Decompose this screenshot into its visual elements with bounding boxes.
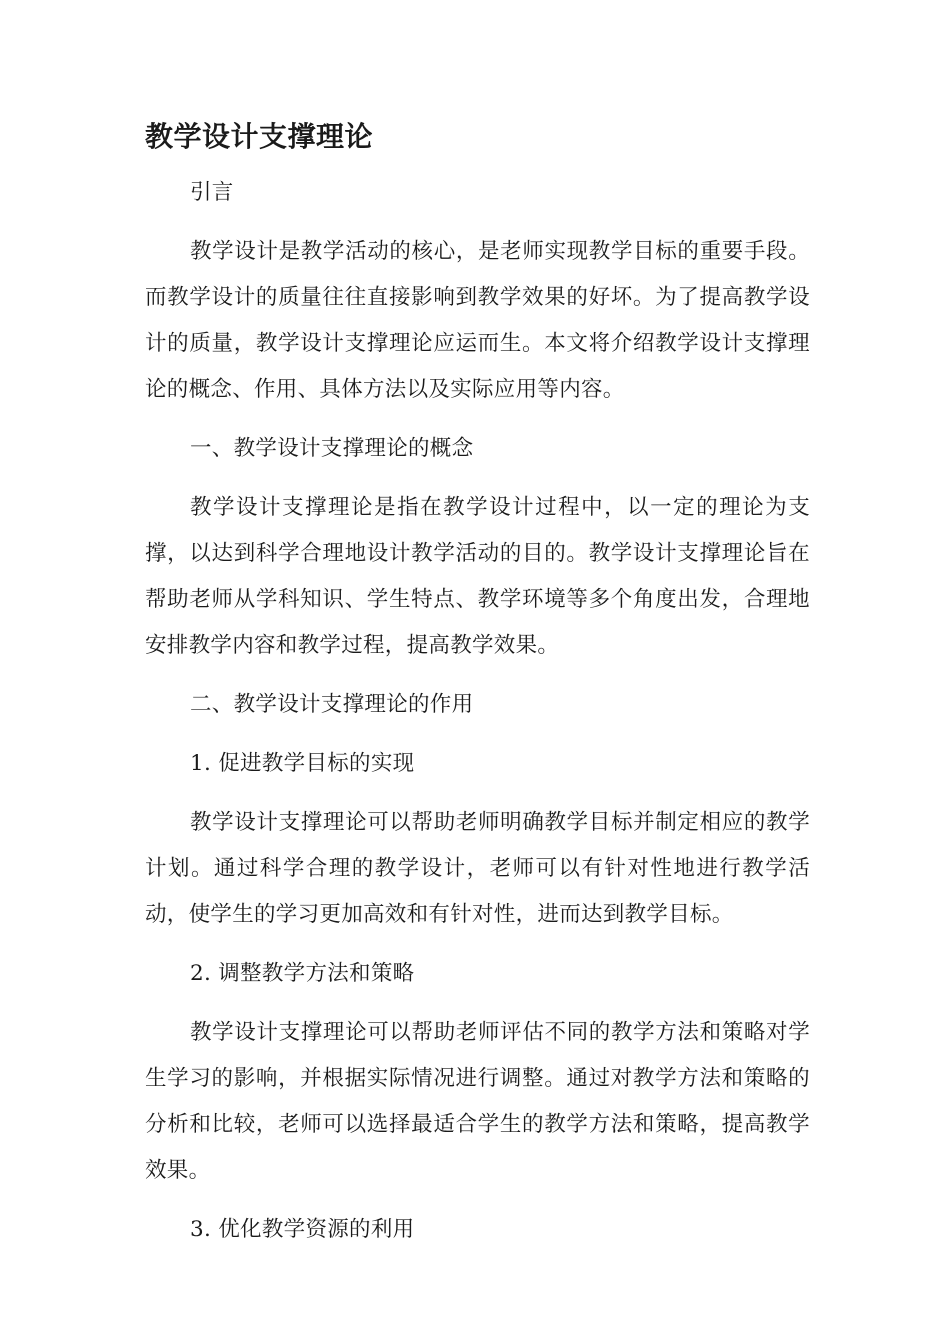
subheading-method: 2. 调整教学方法和策略 [190, 961, 415, 986]
paragraph-method: 教学设计支撑理论可以帮助老师评估不同的教学方法和策略对学生学习的影响，并根据实际情况进行调整。通过对教学方法和策略的分析和比较，老师可以选择最适合学生的教学方法和策略，提高教学效果。 [145, 1020, 810, 1183]
section-heading-role: 二、教学设计支撑理论的作用 [190, 692, 474, 717]
section-heading-concept: 一、教学设计支撑理论的概念 [190, 436, 474, 461]
paragraph-concept: 教学设计支撑理论是指在教学设计过程中，以一定的理论为支撑，以达到科学合理地设计教学活动的目的。教学设计支撑理论旨在帮助老师从学科知识、学生特点、教学环境等多个角度出发，合理地安排教学内容和教学过程，提高教学效果。 [145, 495, 810, 658]
subheading-resource: 3. 优化教学资源的利用 [190, 1217, 415, 1242]
subheading-goal: 1. 促进教学目标的实现 [190, 751, 415, 776]
paragraph-goal: 教学设计支撑理论可以帮助老师明确教学目标并制定相应的教学计划。通过科学合理的教学设计，老师可以有针对性地进行教学活动，使学生的学习更加高效和有针对性，进而达到教学目标。 [145, 810, 810, 927]
section-heading-intro: 引言 [190, 180, 234, 205]
paragraph-intro: 教学设计是教学活动的核心，是老师实现教学目标的重要手段。而教学设计的质量往往直接影响到教学效果的好坏。为了提高教学设计的质量，教学设计支撑理论应运而生。本文将介绍教学设计支撑理论的概念、作用、具体方法以及实际应用等内容。 [145, 239, 810, 402]
document-page [145, 110, 810, 1266]
document-title: 教学设计支撑理论 [145, 120, 374, 153]
